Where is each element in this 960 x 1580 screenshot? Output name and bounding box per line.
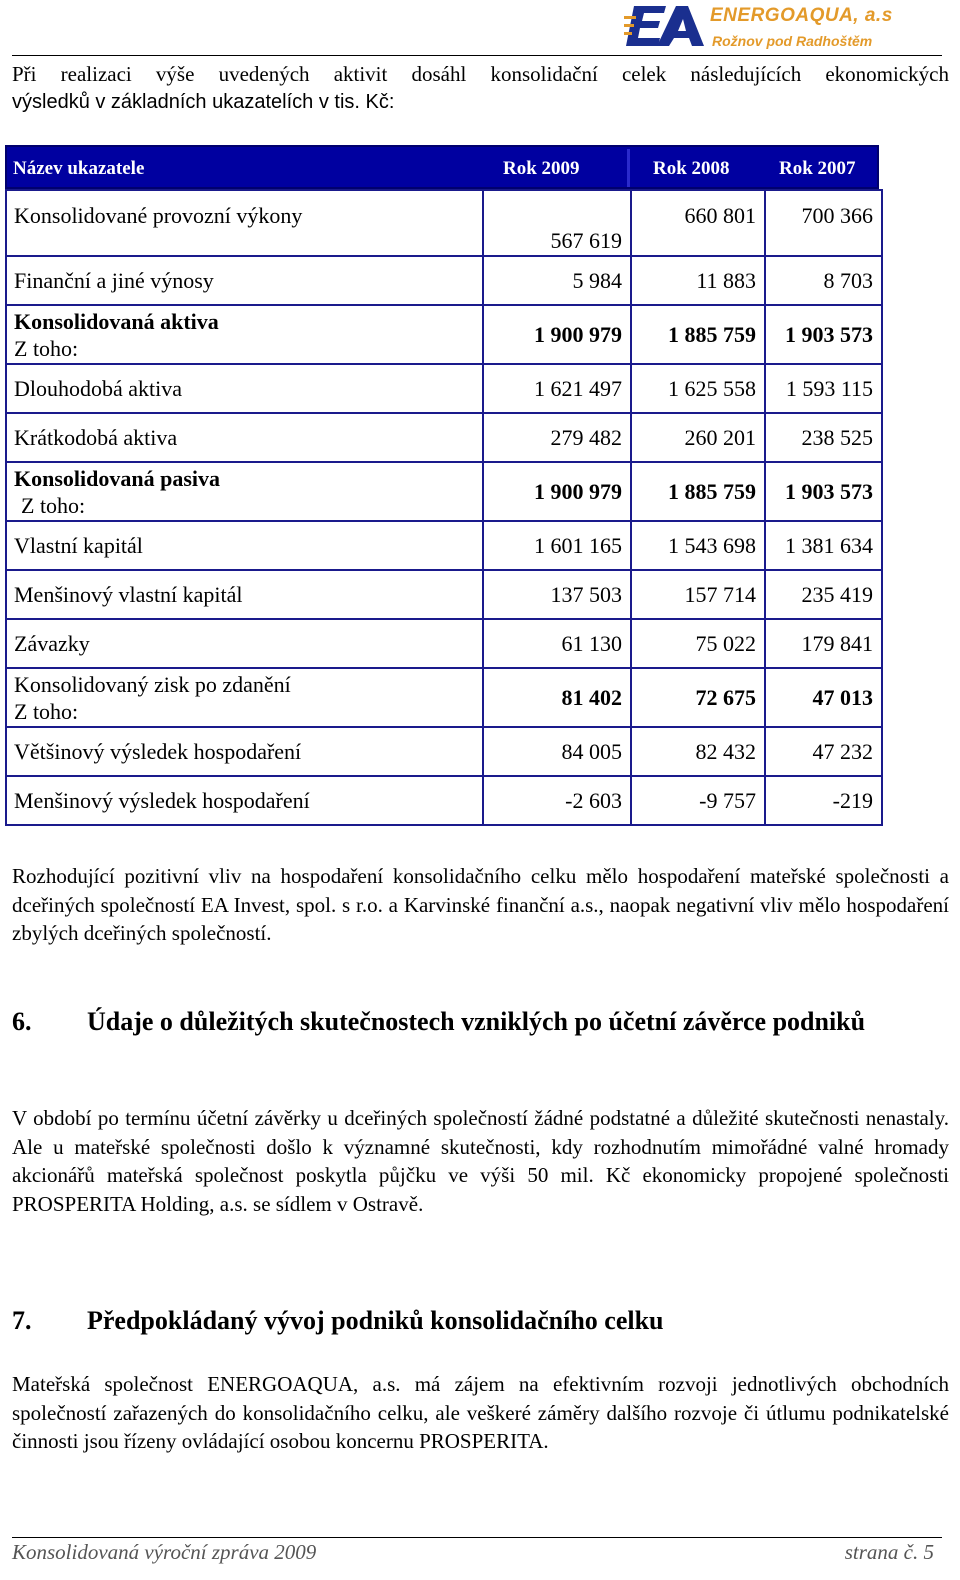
energoaqua-logo-icon — [624, 2, 708, 52]
value-2007: 8 703 — [765, 256, 882, 305]
row-label-sub: Z toho: — [14, 699, 79, 724]
value-2007: 235 419 — [765, 570, 882, 619]
influence-paragraph: Rozhodující pozitivní vliv na hospodaření konsolidačního celku mělo hospodaření mateřské společnosti a dceřiných společností EA Invest, spol. s r.o. a Karvinské finanční a.s., naopak negativní vliv mělo hospodaření zbylých dceřiných společností. — [12, 864, 949, 946]
value-2009: 81 402 — [483, 668, 631, 727]
value-2009: 5 984 — [483, 256, 631, 305]
footer-document-title: Konsolidovaná výroční zpráva 2009 — [12, 1540, 317, 1564]
section-7-number: 7. — [12, 1306, 32, 1335]
row-label — [6, 462, 483, 521]
table-row — [6, 668, 882, 727]
value-2008: 11 883 — [631, 256, 765, 305]
value-2009: 1 900 979 — [483, 305, 631, 364]
row-label-sub: Z toho: — [21, 493, 86, 518]
row-label: Dlouhodobá aktiva — [6, 364, 483, 413]
section-6-title: Údaje o důležitých skutečnostech vzniklých po účetní závěrce podniků — [87, 1007, 866, 1036]
value-2008: 1 885 759 — [631, 305, 765, 364]
value-2007: 238 525 — [765, 413, 882, 462]
table-body — [5, 189, 883, 826]
row-label: Finanční a jiné výnosy — [6, 256, 483, 305]
header-2008: Rok 2008 — [653, 158, 730, 179]
value-2007: 700 366 — [765, 190, 882, 256]
row-label-sub: Z toho: — [14, 336, 79, 361]
intro-line-1: Při realizaci výše uvedených aktivit dosáhl konsolidační celek následujících ekonomických — [12, 62, 949, 86]
row-label: Menšinový vlastní kapitál — [6, 570, 483, 619]
value-2007: 1 903 573 — [765, 462, 882, 521]
table-row — [6, 305, 882, 364]
value-2008: -9 757 — [631, 776, 765, 825]
header-2009: Rok 2009 — [503, 158, 580, 179]
header-rule — [12, 55, 942, 56]
row-label: Většinový výsledek hospodaření — [6, 727, 483, 776]
table-row — [6, 727, 882, 776]
footer-rule — [12, 1537, 942, 1538]
table-row — [6, 256, 882, 305]
table-header — [5, 145, 879, 189]
value-2007: -219 — [765, 776, 882, 825]
row-label-main: Konsolidovaný zisk po zdanění — [14, 672, 291, 697]
value-2008: 75 022 — [631, 619, 765, 668]
value-2009: 137 503 — [483, 570, 631, 619]
logo-company-name: ENERGOAQUA, a.s — [710, 5, 893, 26]
value-2009: 61 130 — [483, 619, 631, 668]
value-2009: 567 619 — [483, 190, 631, 256]
value-2007: 1 593 115 — [765, 364, 882, 413]
table-row — [6, 619, 882, 668]
value-2007: 47 232 — [765, 727, 882, 776]
value-2009: 84 005 — [483, 727, 631, 776]
value-2007: 47 013 — [765, 668, 882, 727]
value-2009: -2 603 — [483, 776, 631, 825]
company-logo — [624, 2, 936, 54]
section-7-text: Mateřská společnost ENERGOAQUA, a.s. má zájem na efektivním rozvoji jednotlivých obchodních společností zařazených do konsolidačního celku, ale veškeré záměry dalšího rozvoje či útlumu podnikatelské činnosti jsou řízeny ovládající osobou koncernu PROSPERITA. — [12, 1372, 949, 1454]
row-label: Vlastní kapitál — [6, 521, 483, 570]
row-label-main: Konsolidovaná pasiva — [14, 466, 221, 491]
row-label-main: Konsolidovaná aktiva — [14, 309, 219, 334]
value-2008: 1 625 558 — [631, 364, 765, 413]
header-2007: Rok 2007 — [779, 158, 856, 179]
value-2008: 260 201 — [631, 413, 765, 462]
logo-city: Rožnov pod Radhoštěm — [712, 33, 873, 49]
value-2009: 1 621 497 — [483, 364, 631, 413]
footer-page-number: strana č. 5 — [844, 1540, 934, 1564]
value-2007: 1 903 573 — [765, 305, 882, 364]
value-2008: 82 432 — [631, 727, 765, 776]
value-2008: 72 675 — [631, 668, 765, 727]
table-row — [6, 190, 882, 256]
table-row — [6, 521, 882, 570]
value-2008: 157 714 — [631, 570, 765, 619]
header-indicator: Název ukazatele — [13, 158, 145, 179]
table-row — [6, 413, 882, 462]
section-6-number: 6. — [12, 1007, 32, 1036]
value-2007: 1 381 634 — [765, 521, 882, 570]
table-row — [6, 462, 882, 521]
row-label — [6, 668, 483, 727]
intro-paragraph — [12, 60, 949, 116]
row-label — [6, 305, 483, 364]
value-2009: 1 601 165 — [483, 521, 631, 570]
value-2008: 1 543 698 — [631, 521, 765, 570]
value-2007: 179 841 — [765, 619, 882, 668]
table-row — [6, 776, 882, 825]
row-label: Krátkodobá aktiva — [6, 413, 483, 462]
value-2009: 1 900 979 — [483, 462, 631, 521]
row-label: Menšinový výsledek hospodaření — [6, 776, 483, 825]
value-2008: 1 885 759 — [631, 462, 765, 521]
row-label: Konsolidované provozní výkony — [6, 190, 483, 256]
header-divider — [627, 149, 630, 187]
intro-line-2: výsledků v základních ukazatelích v tis. Kč: — [12, 91, 395, 113]
value-2008: 660 801 — [631, 190, 765, 256]
table-row — [6, 570, 882, 619]
section-7-title: Předpokládaný vývoj podniků konsolidačního celku — [87, 1306, 664, 1335]
results-table — [5, 145, 879, 826]
table-row — [6, 364, 882, 413]
value-2009: 279 482 — [483, 413, 631, 462]
row-label: Závazky — [6, 619, 483, 668]
section-6-text: V období po termínu účetní závěrky u dceřiných společností žádné podstatné a důležité skutečnosti nenastaly. Ale u mateřské společnosti došlo k významné skutečnosti, kdy rozhodnutím mimořádné valné hromady akcionářů mateřská společnost poskytla půjčku ve výši 50 mil. Kč ekonomicky propojené společnosti PROSPERITA Holding, a.s. se sídlem v Ostravě. — [12, 1106, 949, 1216]
